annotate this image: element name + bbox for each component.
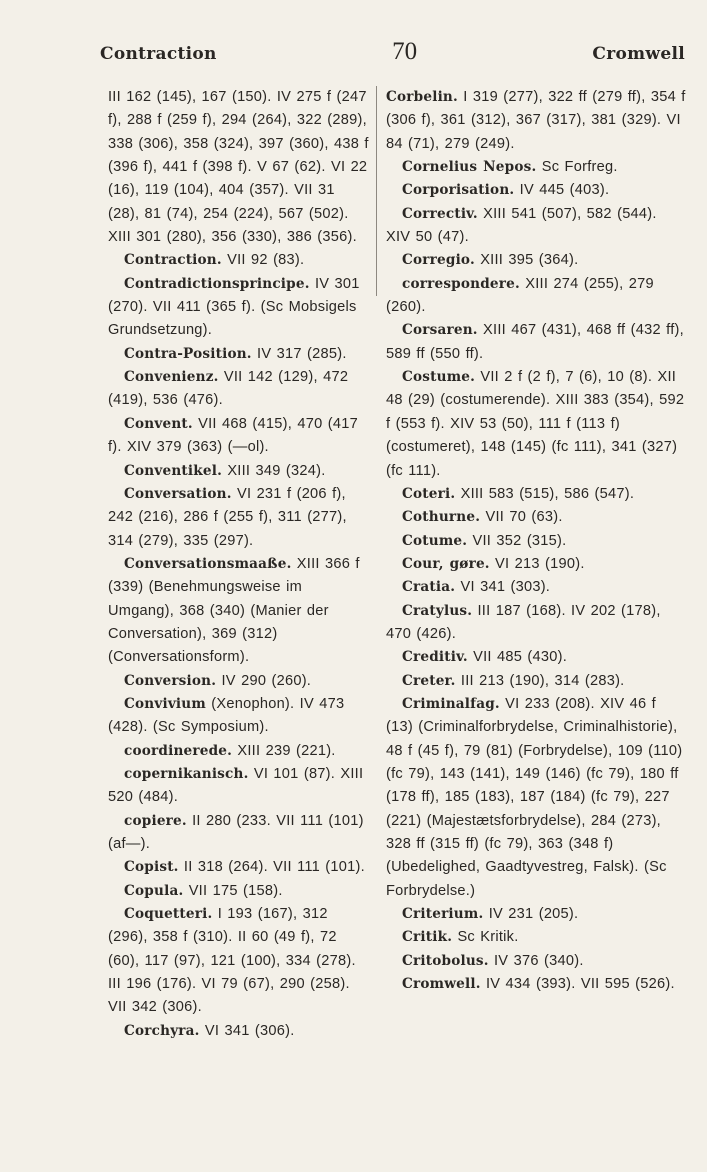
index-entry xyxy=(108,366,371,413)
entry-references: Sc Kritik. xyxy=(452,929,519,946)
entry-lemma: Corbelin. xyxy=(386,89,458,105)
entry-lemma: copernikanisch. xyxy=(124,765,249,782)
header-left-catchword: Contraction xyxy=(100,44,217,64)
entry-references: XIII 349 (324). xyxy=(222,462,326,479)
right-column xyxy=(386,86,686,996)
entry-lemma: Conversationsmaaße. xyxy=(124,555,292,572)
entry-lemma: Creditiv. xyxy=(402,649,468,666)
entry-references: I 319 (277), 322 ff (279 ff), 354 f (306 f), 361 (312), 367 (317), 381 (329). VI 84 (71), 279 (249). xyxy=(386,89,686,152)
left-column xyxy=(108,86,371,1043)
index-entry xyxy=(386,506,686,529)
index-entry xyxy=(108,86,371,249)
entry-references: VI 341 (303). xyxy=(455,579,551,596)
index-entry xyxy=(108,343,371,366)
entry-lemma: Conventikel. xyxy=(124,462,223,479)
index-entry xyxy=(386,273,686,320)
entry-lemma: Copula. xyxy=(124,882,184,899)
index-entry xyxy=(108,763,371,810)
entry-lemma: Convenienz. xyxy=(124,369,219,386)
entry-references: XIII 274 (255), 279 (260). xyxy=(386,275,654,316)
index-entry xyxy=(108,413,371,460)
running-header xyxy=(100,38,685,74)
index-entry xyxy=(108,553,371,670)
entry-lemma: copiere. xyxy=(124,812,187,829)
entry-lemma: Coteri. xyxy=(402,485,456,502)
page-number: 70 xyxy=(392,38,418,65)
entry-references: VII 92 (83). xyxy=(221,252,305,269)
index-entry xyxy=(108,249,371,272)
entry-lemma: Cour, gøre. xyxy=(402,555,490,572)
index-entry xyxy=(386,179,686,202)
entry-lemma: Contradictionsprincipe. xyxy=(124,275,310,292)
index-entry xyxy=(386,366,686,483)
entry-lemma: Creter. xyxy=(402,672,456,689)
index-entry xyxy=(386,530,686,553)
entry-references: VI 101 (87). XIII 520 (484). xyxy=(108,765,364,806)
index-entry xyxy=(386,950,686,973)
entry-lemma: Conversation. xyxy=(124,485,232,502)
entry-lemma: coordinerede. xyxy=(124,742,233,759)
index-entry xyxy=(108,693,371,740)
entry-references: I 193 (167), 312 (296), 358 f (310). II 60 (49 f), 72 (60), 117 (97), 121 (100), 334 (278). III 196 (176). VI 79 (67), 290 (258). VII 342 (306). xyxy=(108,906,356,1016)
entry-lemma: Corchyra. xyxy=(124,1022,200,1039)
entry-references: VII 485 (430). xyxy=(467,649,568,666)
header-right-catchword: Cromwell xyxy=(592,44,685,64)
entry-references: IV 290 (260). xyxy=(216,672,312,689)
index-entry xyxy=(386,926,686,949)
index-entry xyxy=(108,1020,371,1043)
entry-lemma: Contra-Position. xyxy=(124,345,252,362)
entry-references: IV 301 (270). VII 411 (365 f). (Sc Mobsigels Grundsetzung). xyxy=(108,275,360,339)
entry-references: III 187 (168). IV 202 (178), 470 (426). xyxy=(386,602,661,642)
entry-lemma: Cornelius Nepos. xyxy=(402,159,537,176)
entry-references: XIII 541 (507), 582 (544). XIV 50 (47). xyxy=(386,205,657,246)
entry-lemma: Cothurne. xyxy=(402,509,481,526)
index-entry xyxy=(108,273,371,343)
index-entry xyxy=(386,156,686,179)
entry-references: XIII 239 (221). xyxy=(232,742,336,759)
entry-lemma: Coquetteri. xyxy=(124,906,213,923)
index-entry xyxy=(386,973,686,996)
index-entry xyxy=(386,86,686,156)
entry-references: II 280 (233. VII 111 (101) (af—). xyxy=(108,812,364,852)
entry-references: XIII 467 (431), 468 ff (432 ff), 589 ff (550 ff). xyxy=(386,322,684,362)
entry-lemma: Cratia. xyxy=(402,579,456,596)
entry-references: XIII 395 (364). xyxy=(474,252,579,269)
entry-lemma: Criterium. xyxy=(402,906,484,923)
entry-references: XIII 583 (515), 586 (547). xyxy=(455,485,635,502)
index-entry xyxy=(386,646,686,669)
entry-references: VII 70 (63). xyxy=(480,509,563,526)
index-entry xyxy=(386,576,686,599)
index-entry xyxy=(386,600,686,647)
index-entry xyxy=(108,670,371,693)
entry-references: VII 352 (315). xyxy=(467,532,567,549)
index-entry xyxy=(108,810,371,857)
index-entry xyxy=(386,319,686,366)
entry-references: Sc Forfreg. xyxy=(536,159,618,176)
entry-lemma: Convivium xyxy=(124,695,206,712)
entry-references: VI 341 (306). xyxy=(199,1022,295,1039)
entry-references: VII 175 (158). xyxy=(183,882,283,899)
entry-references: VII 142 (129), 472 (419), 536 (476). xyxy=(108,369,349,409)
entry-references: IV 434 (393). VII 595 (526). xyxy=(480,976,675,993)
entry-lemma: correspondere. xyxy=(402,275,520,292)
entry-lemma: Critik. xyxy=(402,929,453,946)
entry-lemma: Contraction. xyxy=(124,252,222,269)
entry-lemma: Critobolus. xyxy=(402,952,489,969)
entry-references: IV 445 (403). xyxy=(514,182,610,199)
index-entry xyxy=(108,856,371,879)
entry-lemma: Convent. xyxy=(124,415,193,432)
index-entry xyxy=(386,483,686,506)
entry-references: IV 317 (285). xyxy=(251,345,347,362)
index-entry xyxy=(108,740,371,763)
entry-references: VI 233 (208). XIV 46 f (13) (Criminalforbrydelse, Criminalhistorie), 48 f (45 f), 79 (81) (Forbrydelse), 109 (110) (fc 79), 143 (141), 149 (146) (fc 79), 180 ff (178 ff), 185 (183), 187 (184) (fc 79), 227 (221) (Majestætsforbrydelse), 284 (273), 328 ff (315 ff) (fc 79), 363 (348 f) (Ubedelighed, Gaadtyvestreg, Falsk). (Sc Forbrydelse.) xyxy=(386,695,683,899)
entry-lemma: Copist. xyxy=(124,859,179,876)
entry-references: IV 376 (340). xyxy=(488,952,584,969)
column-divider xyxy=(376,86,377,296)
entry-references: VI 213 (190). xyxy=(489,555,585,572)
index-entry xyxy=(386,553,686,576)
index-entry xyxy=(108,880,371,903)
entry-lemma: Costume. xyxy=(402,369,476,386)
index-entry xyxy=(386,693,686,903)
index-entry xyxy=(386,903,686,926)
entry-references: VII 468 (415), 470 (417 f). XIV 379 (363) (—ol). xyxy=(108,415,358,456)
entry-references: XIII 366 f (339) (Benehmungsweise im Umgang), 368 (340) (Manier der Conversation), 369 (312) (Conversationsform). xyxy=(108,555,360,666)
entry-references: IV 231 (205). xyxy=(483,906,579,923)
entry-lemma: Conversion. xyxy=(124,672,217,689)
entry-lemma: Corsaren. xyxy=(402,322,478,339)
entry-lemma: Cotume. xyxy=(402,532,468,549)
entry-references: VI 231 f (206 f), 242 (216), 286 f (255 f), 311 (277), 314 (279), 335 (297). xyxy=(108,485,347,549)
index-entry xyxy=(386,203,686,250)
entry-lemma: Cromwell. xyxy=(402,976,481,993)
index-entry xyxy=(108,483,371,553)
entry-references: (Xenophon). IV 473 (428). (Sc Symposium). xyxy=(108,695,345,736)
index-entry xyxy=(108,903,371,1020)
entry-lemma: Corregio. xyxy=(402,252,475,269)
entry-references: II 318 (264). VII 111 (101). xyxy=(178,859,365,876)
entry-lemma: Criminalfag. xyxy=(402,695,500,712)
index-entry xyxy=(386,249,686,272)
entry-lemma: Cratylus. xyxy=(402,602,473,619)
index-entry xyxy=(386,670,686,693)
index-entry xyxy=(108,460,371,483)
entry-references: III 162 (145), 167 (150). IV 275 f (247 f), 288 f (259 f), 294 (264), 322 (289), 338 (306), 358 (324), 397 (360), 438 f (396 f), 441 f (398 f). V 67 (62). VI 22 (16), 119 (104), 404 (357). VII 31 (28), 81 (74), 254 (224), 567 (502). XIII 301 (280), 356 (330), 386 (356). xyxy=(108,89,369,246)
entry-references: VII 2 f (2 f), 7 (6), 10 (8). XII 48 (29) (costumerende). XIII 383 (354), 592 f (553 f). XIV 53 (50), 111 f (113 f) (costumeret), 148 (145) (fc 111), 341 (327) (fc 111). xyxy=(386,369,685,479)
entry-lemma: Correctiv. xyxy=(402,205,478,222)
entry-lemma: Corporisation. xyxy=(402,182,515,199)
entry-references: III 213 (190), 314 (283). xyxy=(455,672,625,689)
